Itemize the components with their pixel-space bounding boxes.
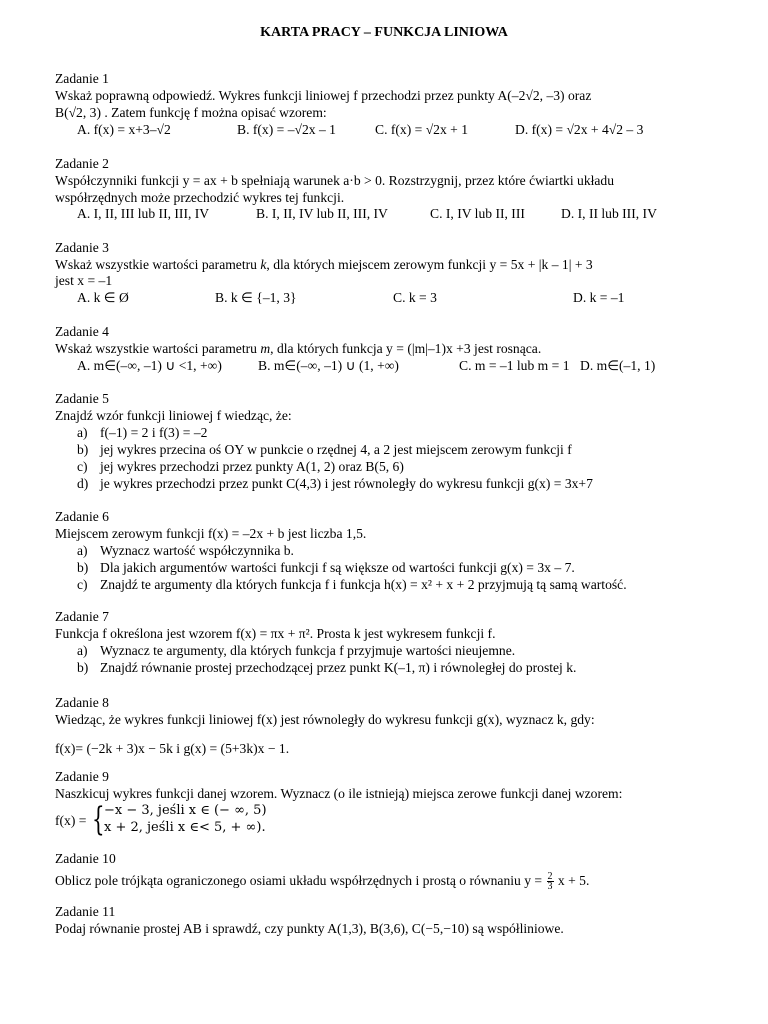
piecewise-case-1: −x − 3, jeśli x ∈ (− ∞, 5) xyxy=(104,803,267,818)
task-3-option-a: A. k ∈ Ø xyxy=(77,290,129,305)
fraction-two-thirds xyxy=(547,872,554,891)
task-5-intro: Znajdź wzór funkcji liniowej f wiedząc, że: xyxy=(55,408,292,423)
task-4-option-a: A. m∈(–∞, –1) ∪ <1, +∞) xyxy=(77,358,222,373)
task-2-option-c: C. I, IV lub II, III xyxy=(430,206,525,221)
list-item-text: je wykres przechodzi przez punkt C(4,3) i jest równoległy do wykresu funkcji g(x) = 3x+7 xyxy=(100,476,593,491)
task-1-text-line-2: B(√2, 3) . Zatem funkcję f można opisać wzorem: xyxy=(55,105,327,120)
task-1-option-b: B. f(x) = –√2x – 1 xyxy=(237,122,336,137)
list-item-text: jej wykres przecina oś OY w punkcie o rzędnej 4, a 2 jest miejscem zerowym funkcji f xyxy=(100,442,572,457)
task-4-text-a: Wskaż wszystkie wartości parametru xyxy=(55,341,261,356)
list-marker: a) xyxy=(77,543,88,558)
task-2-option-a: A. I, II, III lub II, III, IV xyxy=(77,206,210,221)
list-marker: b) xyxy=(77,442,89,457)
task-1-text-line-1: Wskaż poprawną odpowiedź. Wykres funkcji liniowej f przechodzi przez punkty A(–2√2, –3) oraz xyxy=(55,88,592,103)
list-marker: d) xyxy=(77,476,89,491)
fraction-numerator: 2 xyxy=(547,871,553,883)
list-marker: c) xyxy=(77,577,88,592)
task-5-item-d xyxy=(77,475,593,492)
list-marker: b) xyxy=(77,660,89,675)
worksheet-title: KARTA PRACY – FUNKCJA LINIOWA xyxy=(260,25,508,40)
task-8-heading: Zadanie 8 xyxy=(55,695,109,710)
list-item-text: Dla jakich argumentów wartości funkcji f są większe od wartości funkcji g(x) = 3x – 7. xyxy=(100,560,575,575)
task-10-text xyxy=(55,872,589,891)
list-item-text: Znajdź równanie prostej przechodzącej przez punkt K(–1, π) i równoległej do prostej k. xyxy=(100,660,577,675)
task-11-text: Podaj równanie prostej AB i sprawdź, czy punkty A(1,3), B(3,6), C(−5,−10) są współliniowe. xyxy=(55,921,564,936)
task-3-parameter: k xyxy=(260,257,267,272)
task-4-option-d: D. m∈(–1, 1) xyxy=(580,358,656,373)
task-4-text-b: , dla których funkcja y = (|m|–1)x +3 jest rosnąca. xyxy=(270,341,542,356)
task-5-item-a xyxy=(77,424,207,441)
task-3-text-a: Wskaż wszystkie wartości parametru xyxy=(55,257,261,272)
task-3-text-b: , dla których miejscem zerowym funkcji y = 5x + |k – 1| + 3 xyxy=(266,257,593,272)
task-4-option-c: C. m = –1 lub m = 1 xyxy=(459,358,570,373)
piecewise-case-2-text: x + 2, jeśli x ∈< 5, + ∞) xyxy=(104,820,262,835)
task-3-option-c: C. k = 3 xyxy=(393,290,437,305)
list-marker: a) xyxy=(77,425,88,440)
task-6-item-a xyxy=(77,542,294,559)
task-6-item-c xyxy=(77,576,627,593)
task-9-heading: Zadanie 9 xyxy=(55,769,109,784)
task-5-item-b xyxy=(77,441,572,458)
task-9-text-line-1: Naszkicuj wykres funkcji danej wzorem. Wyznacz (o ile istnieją) miejsca zerowe funkcji danej wzorem: xyxy=(55,786,623,801)
task-2-option-d: D. I, II lub III, IV xyxy=(561,206,657,221)
task-6-intro: Miejscem zerowym funkcji f(x) = –2x + b jest liczba 1,5. xyxy=(55,526,367,541)
task-5-item-c xyxy=(77,458,404,475)
fraction-denominator: 3 xyxy=(547,881,553,893)
task-8-formula: f(x)= (−2k + 3)x − 5k i g(x) = (5+3k)x − 1. xyxy=(55,741,290,756)
list-marker: a) xyxy=(77,643,88,658)
task-6-item-b xyxy=(77,559,575,576)
task-4-text-line-1 xyxy=(55,340,541,357)
left-brace-icon: { xyxy=(92,799,105,838)
piecewise-lhs: f(x) = xyxy=(55,813,87,828)
task-3-option-d: D. k = –1 xyxy=(573,290,625,305)
task-11-heading: Zadanie 11 xyxy=(55,904,116,919)
task-10-heading: Zadanie 10 xyxy=(55,851,116,866)
list-marker: c) xyxy=(77,459,88,474)
task-10-text-a: Oblicz pole trójkąta ograniczonego osiami układu współrzędnych i prostą o równaniu y = xyxy=(55,873,546,888)
task-2-text-line-1: Współczynniki funkcji y = ax + b spełniają warunek a·b > 0. Rozstrzygnij, przez które ćwiartki układu xyxy=(55,173,615,188)
piecewise-end-period: . xyxy=(261,820,266,835)
task-10-text-b: x + 5. xyxy=(554,873,590,888)
task-8-text-line-1: Wiedząc, że wykres funkcji liniowej f(x) jest równoległy do wykresu funkcji g(x), wyznacz k, gdy: xyxy=(55,712,595,727)
task-4-option-b: B. m∈(–∞, –1) ∪ (1, +∞) xyxy=(258,358,399,373)
list-item-text: f(–1) = 2 i f(3) = –2 xyxy=(100,425,208,440)
task-3-text-line-1 xyxy=(55,256,593,273)
task-4-heading: Zadanie 4 xyxy=(55,324,109,339)
task-1-option-d: D. f(x) = √2x + 4√2 – 3 xyxy=(515,122,644,137)
task-3-heading: Zadanie 3 xyxy=(55,240,109,255)
task-2-option-b: B. I, II, IV lub II, III, IV xyxy=(256,206,388,221)
task-9-piecewise-formula xyxy=(55,799,695,838)
list-item-text: Wyznacz wartość współczynnika b. xyxy=(100,543,294,558)
list-item-text: jej wykres przechodzi przez punkty A(1, 2) oraz B(5, 6) xyxy=(100,459,404,474)
task-7-item-b xyxy=(77,659,576,676)
task-1-option-a: A. f(x) = x+3–√2 xyxy=(77,122,171,137)
piecewise-case-2 xyxy=(104,820,266,835)
task-5-heading: Zadanie 5 xyxy=(55,391,109,406)
task-7-item-a xyxy=(77,642,515,659)
task-6-heading: Zadanie 6 xyxy=(55,509,109,524)
task-1-heading: Zadanie 1 xyxy=(55,71,109,86)
list-marker: b) xyxy=(77,560,89,575)
list-item-text: Wyznacz te argumenty, dla których funkcja f przyjmuje wartości nieujemne. xyxy=(100,643,516,658)
task-4-parameter: m xyxy=(260,341,271,356)
task-3-option-b: B. k ∈ {–1, 3} xyxy=(215,290,297,305)
task-3-text-line-2: jest x = –1 xyxy=(55,273,113,288)
task-2-text-line-2: współrzędnych może przechodzić wykres tej funkcji. xyxy=(55,190,345,205)
task-1-option-c: C. f(x) = √2x + 1 xyxy=(375,122,469,137)
list-item-text: Znajdź te argumenty dla których funkcja f i funkcja h(x) = x² + x + 2 przyjmują tą samą wartość. xyxy=(100,577,627,592)
task-7-heading: Zadanie 7 xyxy=(55,609,109,624)
task-7-intro: Funkcja f określona jest wzorem f(x) = πx + π². Prosta k jest wykresem funkcji f. xyxy=(55,626,496,641)
task-2-heading: Zadanie 2 xyxy=(55,156,109,171)
